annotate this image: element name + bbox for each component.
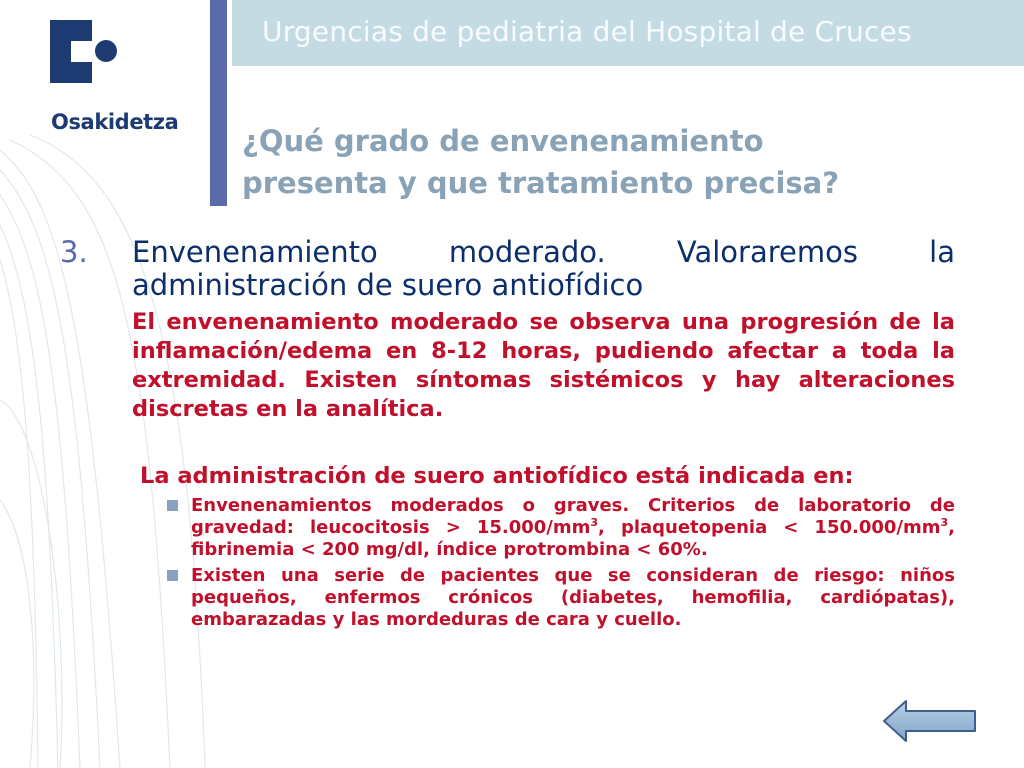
superscript: 3 [590, 516, 599, 529]
header-title: Urgencias de pediatria del Hospital de Cruces [262, 15, 912, 48]
accent-bar [210, 0, 227, 206]
question-line-2: presenta y que tratamiento precisa? [242, 166, 840, 200]
back-arrow-icon[interactable] [882, 698, 978, 744]
item-heading-line-2: administración de suero antiofídico [132, 268, 644, 302]
superscript: 3 [940, 516, 949, 529]
criterion-1-part-3: , fibrinemia < 200 mg/dl, índice protrombina < 60%. [191, 517, 955, 560]
item-description: El envenenamiento moderado se observa una progresión de la inflamación/edema en 8-12 horas, pudiendo afectar a toda la extremidad. Existen síntomas sistémicos y hay alteraciones discretas en la analítica. [132, 309, 955, 422]
criterion-2: Existen una serie de pacientes que se consideran de riesgo: niños pequeños, enfermos crónicos (diabetes, hemofilia, cardiópatas), embarazadas y las mordeduras de cara y cuello. [191, 565, 955, 630]
criterion-1-part-1: Envenenamientos moderados o graves. Criterios de laboratorio de gravedad: leucocitosis > 15.000/mm [191, 495, 955, 538]
slide-content [60, 236, 955, 635]
numbered-item [60, 236, 955, 302]
item-heading [132, 236, 955, 302]
slide-question [242, 120, 942, 204]
criteria-list [167, 495, 955, 631]
question-line-1: ¿Qué grado de envenenamiento [242, 124, 764, 158]
logo-text: Osakidetza [51, 110, 179, 134]
osakidetza-logo-icon [50, 20, 120, 95]
square-bullet-icon [167, 500, 178, 511]
criterion-1-part-2: , plaquetopenia < 150.000/mm [598, 517, 941, 538]
item-heading-line-1: Envenenamiento moderado. Valoraremos la [132, 235, 955, 269]
indication-heading: La administración de suero antiofídico está indicada en: [140, 463, 854, 489]
list-item [167, 565, 955, 631]
square-bullet-icon [167, 570, 178, 581]
item-number: 3. [60, 235, 88, 269]
list-item [167, 495, 955, 561]
